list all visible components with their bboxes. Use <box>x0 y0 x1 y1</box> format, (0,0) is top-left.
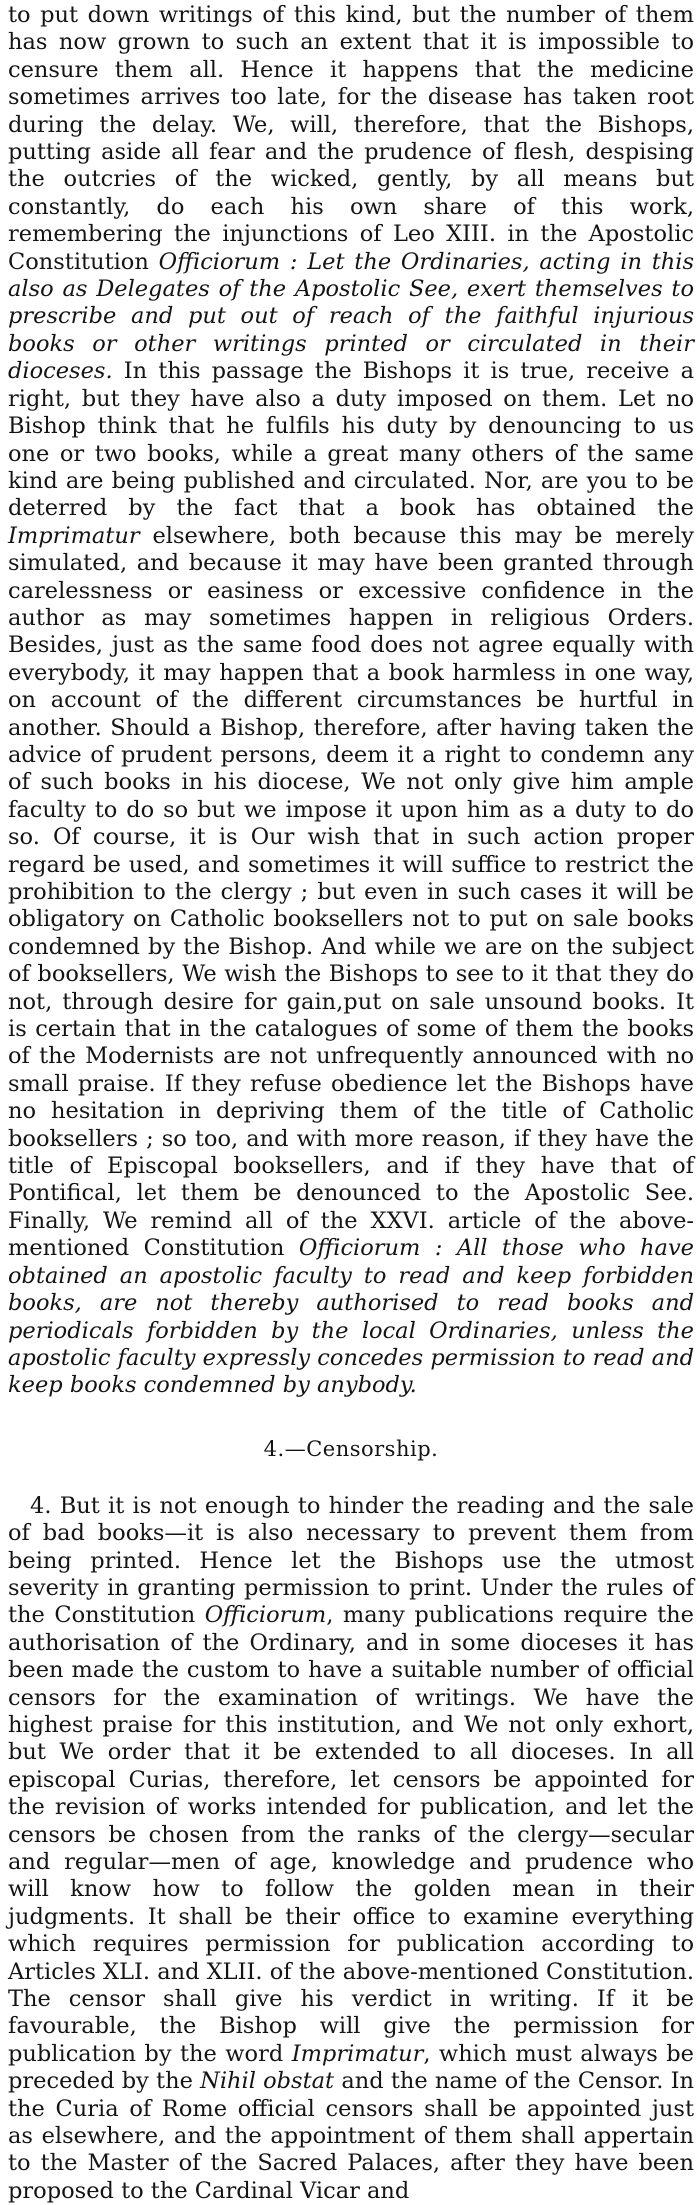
paragraph-2-term-officiorum: Officiorum <box>204 1602 327 1629</box>
paragraph-1-text-a: to put down writings of this kind, but the number of them has now grown to such an extent that it is impossible to censure them all. Hence it happens that the medicine sometimes arrives too late, for the disease has taken root during the delay. We, will, therefore, that the Bishops, putting aside all fear and the prudence of flesh, despising the outcries of the wicked, gently, by all means but constantly, do each his own share of this work, remembering the injunctions of Leo XIII. in the Apostolic Constitution <box>8 2 694 275</box>
paragraph-1-quote-officiorum: Officiorum : Let the Ordinaries, acting in this also as Delegates of the Apostolic See, exert themselves to prescribe and put out of reach of the faithful injurious books or other writings printed or circulated in their dioceses. <box>8 248 695 385</box>
paragraph-1-term-imprimatur: Imprimatur <box>8 522 140 549</box>
paragraph-2-text-b: , many publications require the authorisation of the Ordinary, and in some dioceses it has been made the custom to have a suitable number of official censors for the examination of writings. We have the highest praise for this institution, and We not only exhort, but We order that it be extended to all dioceses. In all episcopal Curias, therefore, let censors be appointed for the revision of works intended for publication, and let the censors be chosen from the ranks of the clergy—secular and regular—men of age, knowledge and prudence who will know how to follow the golden mean in their judgments. It shall be their office to examine everything which requires permission for publication according to Articles XLI. and XLII. of the above-mentioned Constitution. The censor shall give his verdict in writing. If it be favourable, the Bishop will give the permission for publication by the word <box>8 1602 695 2067</box>
paragraph-1-text-c: elsewhere, both because this may be merely simulated, and because it may have been granted through carelessness or easiness or excessive confidence in the author as may sometimes happen in religious Orders. Besides, just as the same food does not agree equally with everybody, it may happen that a book harmless in one way, on account of the different circumstances be hurtful in another. Should a Bishop, therefore, after having taken the advice of prudent persons, deem it a right to condemn any of such books in his diocese, We not only give him ample faculty to do so but we impose it upon him as a duty to do so. Of course, it is Our wish that in such action proper regard be used, and sometimes it will suffice to restrict the prohibition to the clergy ; but even in such cases it will be obligatory on Catholic booksellers not to put on sale books condemned by the Bishop. And while we are on the subject of booksellers, We wish the Bishops to see to it that they do not, through desire for gain,put on sale unsound books. It is certain that in the catalogues of some of them the books of the Modernists are not unfrequently announced with no small praise. If they refuse obedience let the Bishops have no hesitation in depriving them of the title of Catholic booksellers ; so too, and with more reason, if they have the title of Episcopal booksellers, and if they have that of Pontifical, let them be denounced to the Apostolic See. Finally, We remind all of the XXVI. article of the above-mentioned Constitution <box>8 522 694 1262</box>
paragraph-1-text-b: In this passage the Bishops it is true, receive a right, but they have also a duty imposed on them. Let no Bishop think that he fulfils his duty by denouncing to us one or two books, while a great many others of the same kind are being published and circulated. Nor, are you to be deterred by the fact that a book has obtained the <box>8 358 694 522</box>
paragraph-2-term-nihil-obstat: Nihil obstat <box>200 2068 335 2095</box>
paragraph-2-text-a: 4. But it is not enough to hinder the reading and the sale of bad books—it is also necessary to prevent them from being printed. Hence let the Bishops use the utmost severity in granting permission to print. Under the rules of the Constitution <box>8 1492 694 1629</box>
paragraph-2-text-c: , which must always be preceded by the <box>8 2040 694 2095</box>
section-heading-censorship: 4.—Censorship. <box>263 1436 439 1461</box>
paragraph-2-term-imprimatur: Imprimatur <box>291 2040 424 2067</box>
document-page <box>8 2 695 2204</box>
paragraph-censorship <box>8 1493 694 2205</box>
paragraph-bishops-duty <box>8 2 694 1400</box>
paragraph-1-quote-article-xxvi: Officiorum : All those who have obtained an apostolic faculty to read and keep forbidden books, are not thereby authorised to read books and periodicals forbidden by the local Ordinaries, unless the apostolic faculty expressly concedes permission to read and keep books condemned by anybody. <box>8 1235 694 1399</box>
paragraph-2-text-d: and the name of the Censor. In the Curia of Rome official censors shall be appointed just as elsewhere, and the appointment of them shall appertain to the Master of the Sacred Palaces, after they have been proposed to the Cardinal Vicar and <box>8 2068 694 2204</box>
